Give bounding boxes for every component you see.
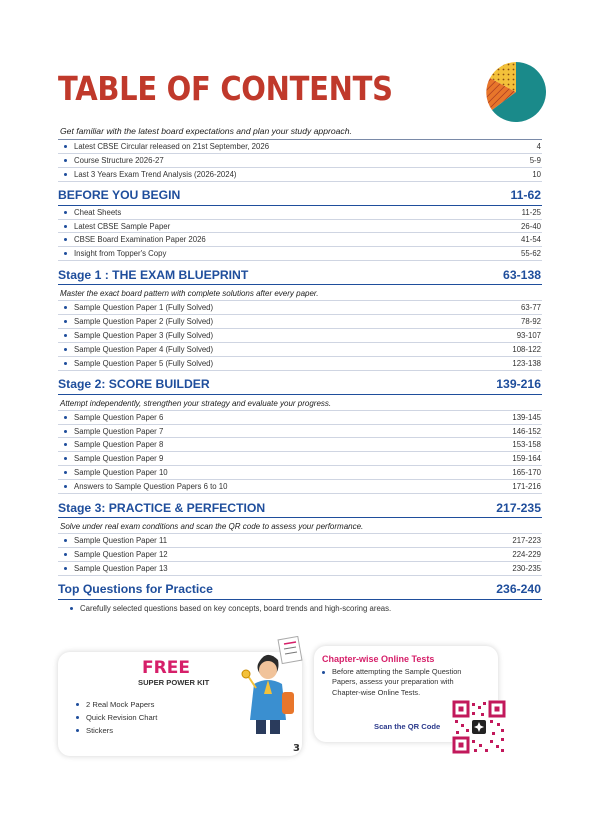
bullet-icon (70, 607, 73, 610)
toc-row (58, 425, 542, 439)
online-tests-description (332, 667, 482, 698)
toc-row (58, 247, 542, 261)
toc-row-label: Sample Question Paper 8 (74, 440, 164, 450)
toc-row (58, 220, 542, 234)
bullet-icon (322, 671, 325, 674)
bullet-icon (64, 320, 67, 323)
toc-row-pages: 41-54 (521, 235, 541, 245)
kit-free-label: FREE (142, 658, 190, 678)
toc-row-label-wrap (64, 249, 166, 258)
toc-row (58, 548, 542, 562)
top-questions-note (58, 600, 542, 613)
bullet-icon (64, 238, 67, 241)
toc-row-label: Sample Question Paper 7 (74, 426, 164, 436)
toc-row-label: Sample Question Paper 9 (74, 454, 164, 464)
toc-row-label-wrap (64, 359, 213, 368)
bullet-icon (64, 539, 67, 542)
toc-row-label: Last 3 Years Exam Trend Analysis (2026-2024) (74, 169, 237, 179)
toc-row-label-wrap (64, 317, 213, 326)
bullet-icon (64, 553, 67, 556)
section-header (58, 375, 542, 395)
online-tests-title: Chapter-wise Online Tests (322, 654, 435, 664)
section-pages: 63-138 (503, 267, 541, 282)
toc-row-pages: 93-107 (516, 330, 541, 340)
toc-row-pages: 146-152 (512, 426, 541, 436)
page-number: 3 (293, 743, 300, 754)
toc-row-label: Sample Question Paper 10 (74, 468, 168, 478)
toc-row-label: Sample Question Paper 1 (Fully Solved) (74, 303, 214, 313)
toc-row-label-wrap (64, 564, 168, 573)
toc-row-pages: 171-216 (512, 482, 541, 492)
kit-item-label: 2 Real Mock Papers (86, 700, 155, 709)
section-title: Top Questions for Practice (58, 582, 213, 597)
bullet-icon (76, 729, 79, 732)
bullet-icon (64, 348, 67, 351)
kit-subtitle: SUPER POWER KIT (138, 678, 210, 687)
section-title: Stage 2: SCORE BUILDER (58, 377, 210, 392)
qr-code-icon[interactable] (452, 700, 506, 754)
super-power-kit-card (58, 652, 302, 756)
toc-row-pages: 153-158 (512, 440, 541, 450)
toc-row-label-wrap (64, 142, 269, 151)
toc-row (58, 452, 542, 466)
toc-row-pages: 55-62 (521, 249, 541, 259)
top-questions-note-text: Carefully selected questions based on key concepts, board trends and high-scoring areas. (80, 603, 392, 613)
toc-row (58, 140, 542, 154)
section-description: Solve under real exam conditions and scan the QR code to assess your performance. (58, 518, 542, 534)
toc-row (58, 329, 542, 343)
toc-row-label-wrap (64, 440, 163, 449)
toc-row-label-wrap (64, 427, 163, 436)
bullet-icon (64, 471, 67, 474)
kit-item-label: Stickers (86, 726, 114, 735)
bullet-icon (64, 306, 67, 309)
kit-list (76, 698, 157, 737)
toc-row-label: Sample Question Paper 2 (Fully Solved) (74, 317, 214, 327)
toc-row-pages: 165-170 (512, 468, 541, 478)
section-pages: 217-235 (496, 500, 541, 515)
toc-row-pages: 4 (536, 141, 541, 151)
toc-row-label: CBSE Board Examination Paper 2026 (74, 235, 206, 245)
toc-row-label: Sample Question Paper 5 (Fully Solved) (74, 358, 214, 368)
toc-row (58, 480, 542, 494)
bullet-icon (64, 159, 67, 162)
toc-row-pages: 224-229 (512, 549, 541, 559)
toc-row-label-wrap (64, 345, 213, 354)
decorative-pie-icon (486, 62, 546, 122)
section-pages: 139-216 (496, 377, 541, 392)
toc-row-pages: 10 (532, 169, 541, 179)
section-title: Stage 3: PRACTICE & PERFECTION (58, 500, 266, 515)
student-illustration-icon (236, 636, 308, 736)
intro-description: Get familiar with the latest board expectations and plan your study approach. (58, 124, 542, 140)
toc-row (58, 168, 542, 182)
bullet-icon (64, 567, 67, 570)
bullet-icon (64, 485, 67, 488)
toc-row-label-wrap (64, 468, 168, 477)
toc-row-label-wrap (64, 454, 163, 463)
bullet-icon (64, 252, 67, 255)
section-pages: 236-240 (496, 582, 541, 597)
kit-list-item (76, 724, 157, 737)
section-header (58, 580, 542, 600)
toc-row (58, 301, 542, 315)
toc-row-label: Insight from Topper's Copy (74, 249, 167, 259)
toc-row (58, 233, 542, 247)
bullet-icon (64, 334, 67, 337)
toc-row-label-wrap (64, 156, 164, 165)
toc-row-label-wrap (64, 331, 213, 340)
toc-row-label: Sample Question Paper 13 (74, 563, 168, 573)
toc-row (58, 466, 542, 480)
bullet-icon (64, 362, 67, 365)
toc-row-pages: 5-9 (529, 155, 541, 165)
toc-row-label-wrap (64, 303, 213, 312)
bullet-icon (64, 225, 67, 228)
bullet-icon (64, 145, 67, 148)
toc-row (58, 411, 542, 425)
toc-row-pages: 108-122 (512, 344, 541, 354)
kit-list-item (76, 698, 157, 711)
section-description: Master the exact board pattern with complete solutions after every paper. (58, 285, 542, 301)
toc-row (58, 357, 542, 371)
bullet-icon (76, 716, 79, 719)
toc-row-label: Sample Question Paper 11 (74, 535, 168, 545)
table-of-contents (58, 124, 542, 613)
toc-row-label: Sample Question Paper 4 (Fully Solved) (74, 344, 214, 354)
toc-row-label-wrap (64, 482, 227, 491)
toc-row-pages: 11-25 (521, 207, 541, 217)
toc-row-label: Cheat Sheets (74, 207, 122, 217)
online-tests-description-text: Before attempting the Sample Question Papers, assess your preparation with Chapter-wise Online Tests. (332, 667, 462, 697)
section-title: BEFORE YOU BEGIN (58, 188, 181, 203)
section-description: Attempt independently, strengthen your strategy and evaluate your progress. (58, 395, 542, 411)
toc-row-label: Sample Question Paper 3 (Fully Solved) (74, 330, 214, 340)
section-pages: 11-62 (510, 188, 541, 203)
toc-row-pages: 139-145 (512, 412, 541, 422)
toc-row-label-wrap (64, 536, 167, 545)
bullet-icon (64, 416, 67, 419)
toc-row-label-wrap (64, 413, 163, 422)
bullet-icon (76, 703, 79, 706)
toc-row-label-wrap (64, 550, 168, 559)
page-title: TABLE OF CONTENTS (58, 70, 393, 109)
bullet-icon (64, 211, 67, 214)
toc-row-pages: 78-92 (521, 317, 541, 327)
bullet-icon (64, 173, 67, 176)
kit-item-label: Quick Revision Chart (86, 713, 158, 722)
toc-row-label-wrap (64, 222, 170, 231)
toc-row (58, 315, 542, 329)
toc-row-pages: 217-223 (512, 535, 541, 545)
toc-row (58, 534, 542, 548)
toc-row-label-wrap (64, 208, 121, 217)
bullet-icon (64, 457, 67, 460)
toc-row (58, 154, 542, 168)
toc-row-label: Sample Question Paper 6 (74, 412, 164, 422)
toc-row-label: Course Structure 2026-27 (74, 155, 164, 165)
scan-qr-label: Scan the QR Code (374, 722, 441, 731)
section-title: Stage 1 : THE EXAM BLUEPRINT (58, 267, 249, 282)
toc-row-pages: 230-235 (512, 563, 541, 573)
toc-row-label-wrap (64, 235, 206, 244)
toc-row-label: Latest CBSE Sample Paper (74, 221, 171, 231)
kit-list-item (76, 711, 157, 724)
section-header (58, 186, 542, 206)
toc-row (58, 438, 542, 452)
toc-row-pages: 63-77 (521, 303, 541, 313)
toc-row-pages: 26-40 (521, 221, 541, 231)
bullet-icon (64, 443, 67, 446)
bullet-icon (64, 430, 67, 433)
toc-row-label-wrap (64, 170, 237, 179)
toc-row-label: Sample Question Paper 12 (74, 549, 168, 559)
toc-row (58, 206, 542, 220)
section-header (58, 265, 542, 285)
toc-row-pages: 159-164 (512, 454, 541, 464)
section-header (58, 498, 542, 518)
toc-row (58, 562, 542, 576)
toc-row-label: Latest CBSE Circular released on 21st September, 2026 (74, 141, 270, 151)
toc-row-pages: 123-138 (512, 358, 541, 368)
toc-row-label: Answers to Sample Question Papers 6 to 10 (74, 482, 228, 492)
toc-row (58, 343, 542, 357)
